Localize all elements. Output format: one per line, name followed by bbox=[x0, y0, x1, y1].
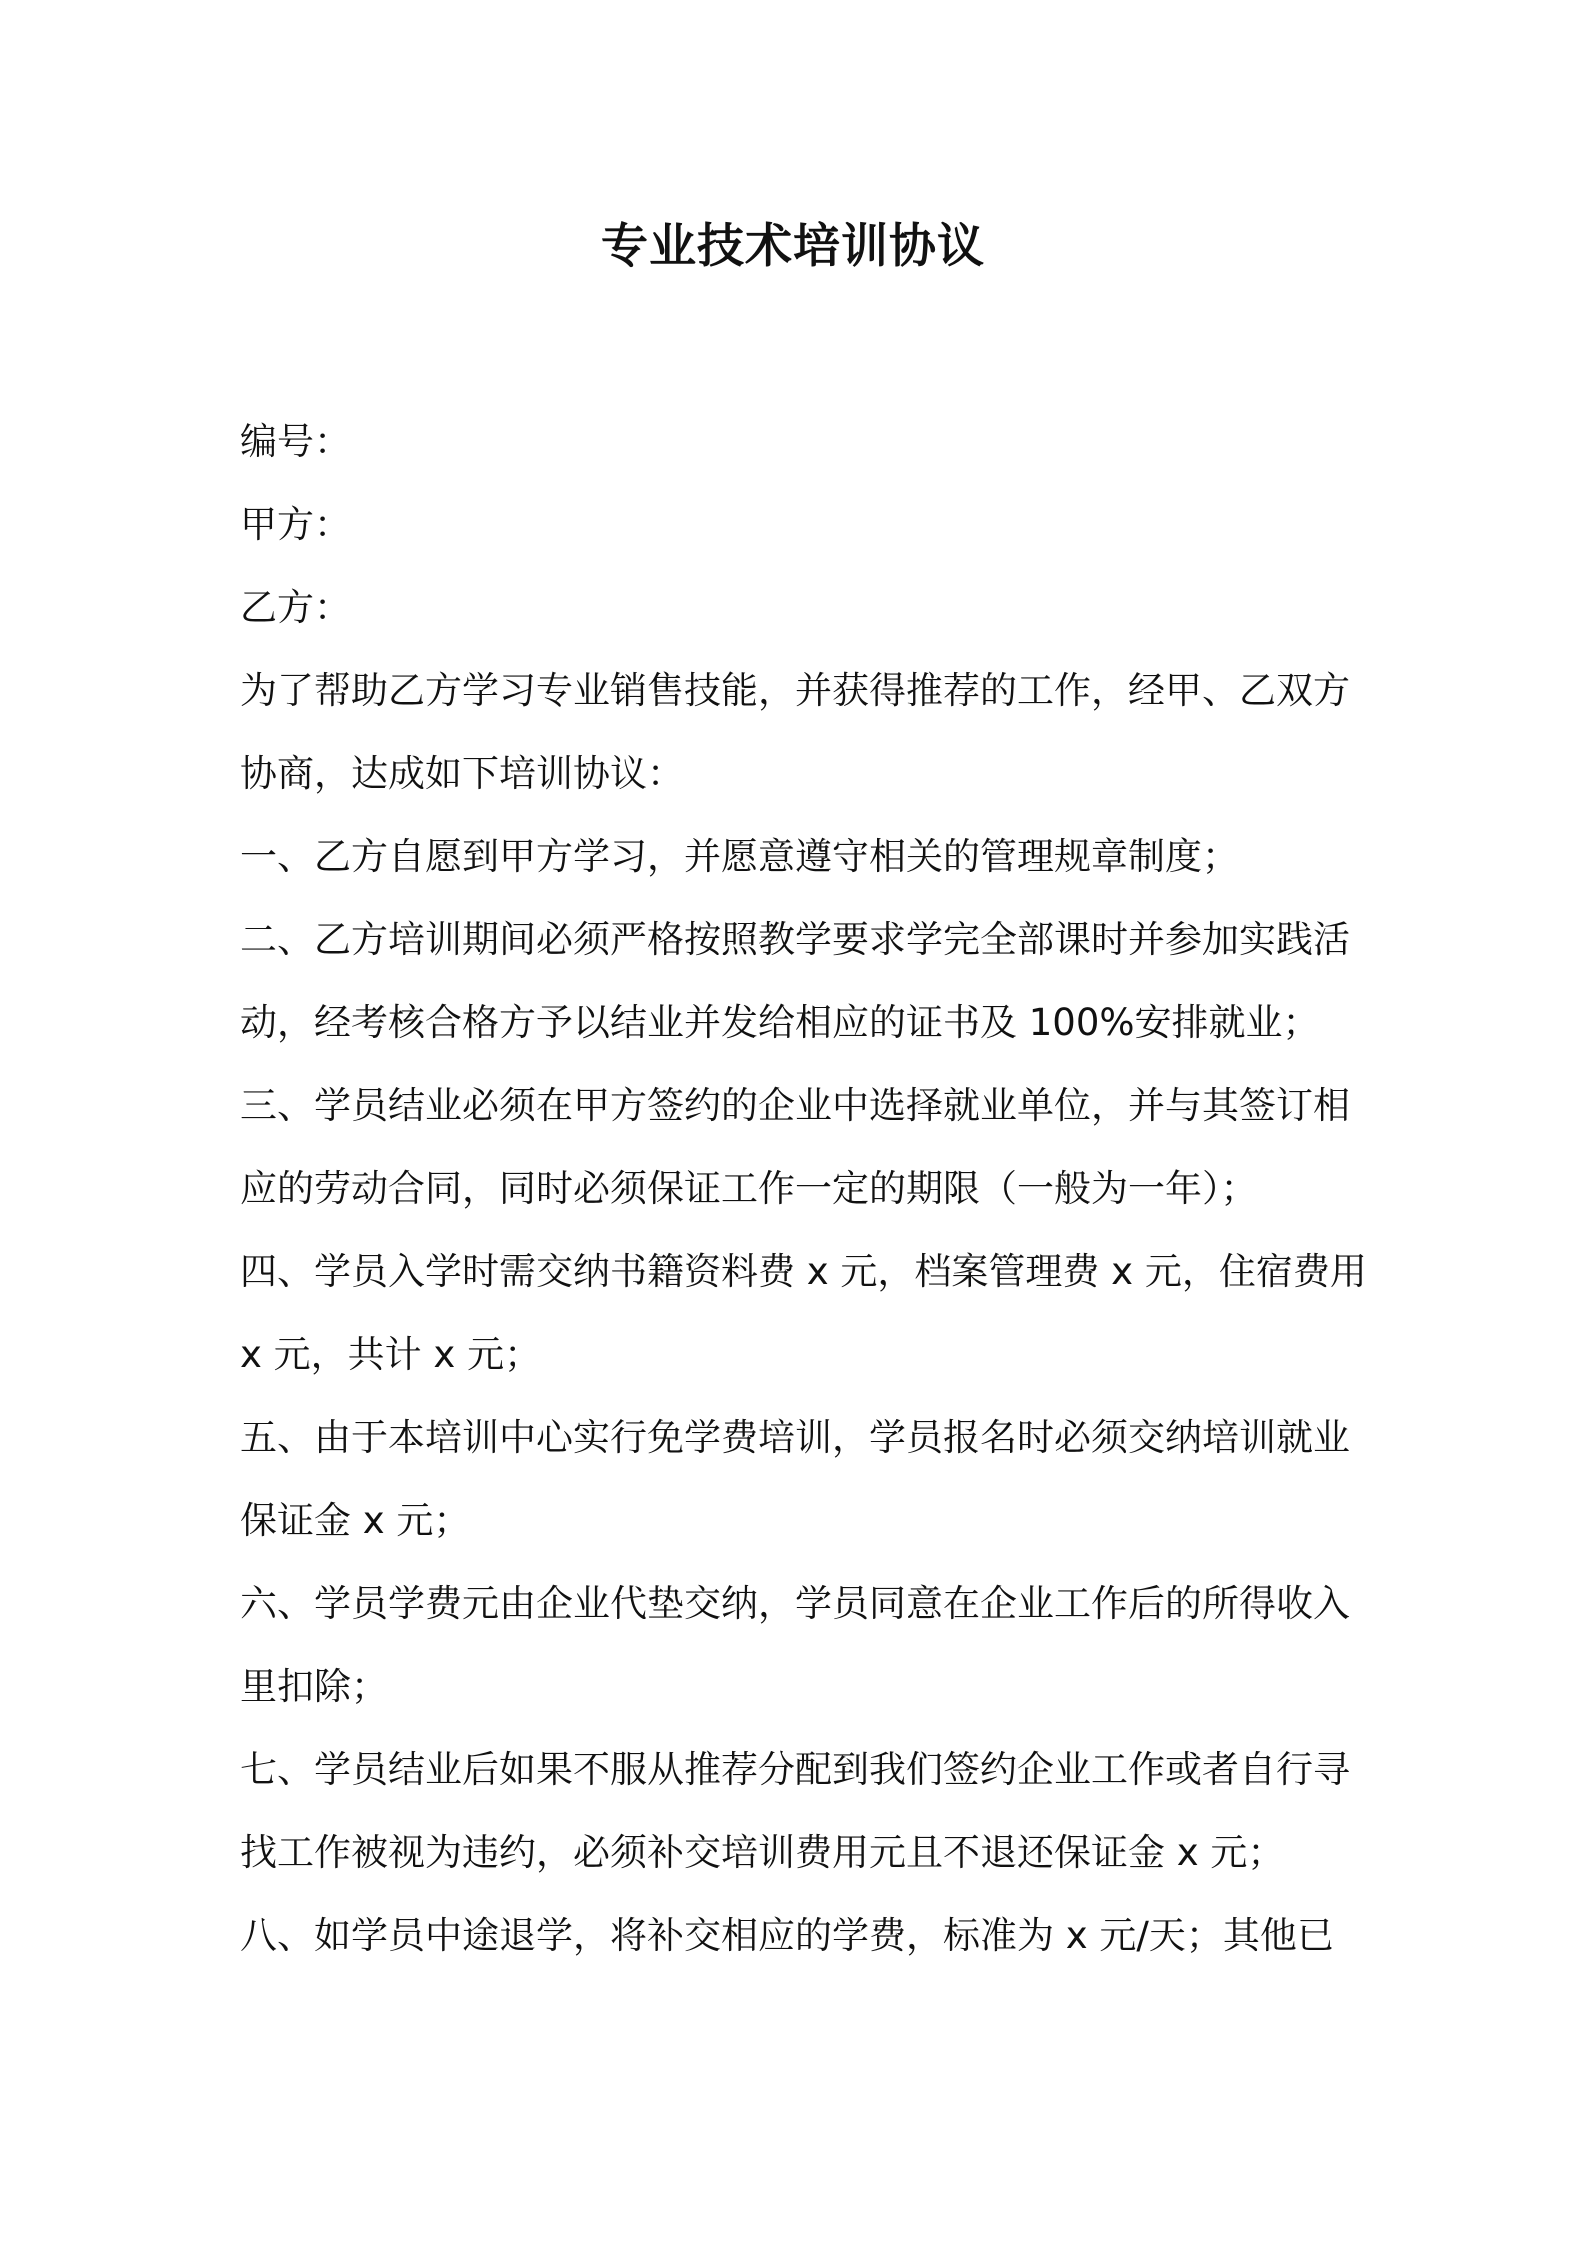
document-title: 专业技术培训协议 bbox=[601, 219, 985, 274]
clause-1-line: 一、乙方自愿到甲方学习，并愿意遵守相关的管理规章制度； bbox=[240, 835, 1239, 878]
clause-7-line: 找工作被视为违约，必须补交培训费用元且不退还保证金 x 元； bbox=[240, 1831, 1285, 1874]
clause-4-line: x 元，共计 x 元； bbox=[240, 1333, 542, 1376]
field-party-b: 乙方： bbox=[240, 586, 351, 629]
clause-5-line: 保证金 x 元； bbox=[240, 1499, 471, 1542]
clause-3-line: 三、学员结业必须在甲方签约的企业中选择就业单位，并与其签订相 bbox=[240, 1084, 1350, 1127]
clause-7-line: 七、学员结业后如果不服从推荐分配到我们签约企业工作或者自行寻 bbox=[240, 1748, 1350, 1791]
clause-2-line: 二、乙方培训期间必须严格按照教学要求学完全部课时并参加实践活 bbox=[240, 918, 1350, 961]
preamble-line: 为了帮助乙方学习专业销售技能，并获得推荐的工作，经甲、乙双方 bbox=[240, 669, 1350, 712]
preamble-line: 协商，达成如下培训协议： bbox=[240, 752, 684, 795]
field-party-a: 甲方： bbox=[240, 503, 351, 546]
clause-6-line: 六、学员学费元由企业代垫交纳，学员同意在企业工作后的所得收入 bbox=[240, 1582, 1350, 1625]
clause-6-line: 里扣除； bbox=[240, 1665, 388, 1708]
clause-4-line: 四、学员入学时需交纳书籍资料费 x 元，档案管理费 x 元，住宿费用 bbox=[240, 1250, 1367, 1293]
field-serial-number: 编号： bbox=[240, 420, 351, 463]
document-body bbox=[240, 400, 1367, 1977]
clause-8-line: 八、如学员中途退学，将补交相应的学费，标准为 x 元/天；其他已 bbox=[240, 1914, 1334, 1957]
clause-5-line: 五、由于本培训中心实行免学费培训，学员报名时必须交纳培训就业 bbox=[240, 1416, 1350, 1459]
clause-3-line: 应的劳动合同，同时必须保证工作一定的期限（一般为一年）； bbox=[240, 1167, 1258, 1210]
clause-2-line: 动，经考核合格方予以结业并发给相应的证书及 100%安排就业； bbox=[240, 1001, 1320, 1044]
